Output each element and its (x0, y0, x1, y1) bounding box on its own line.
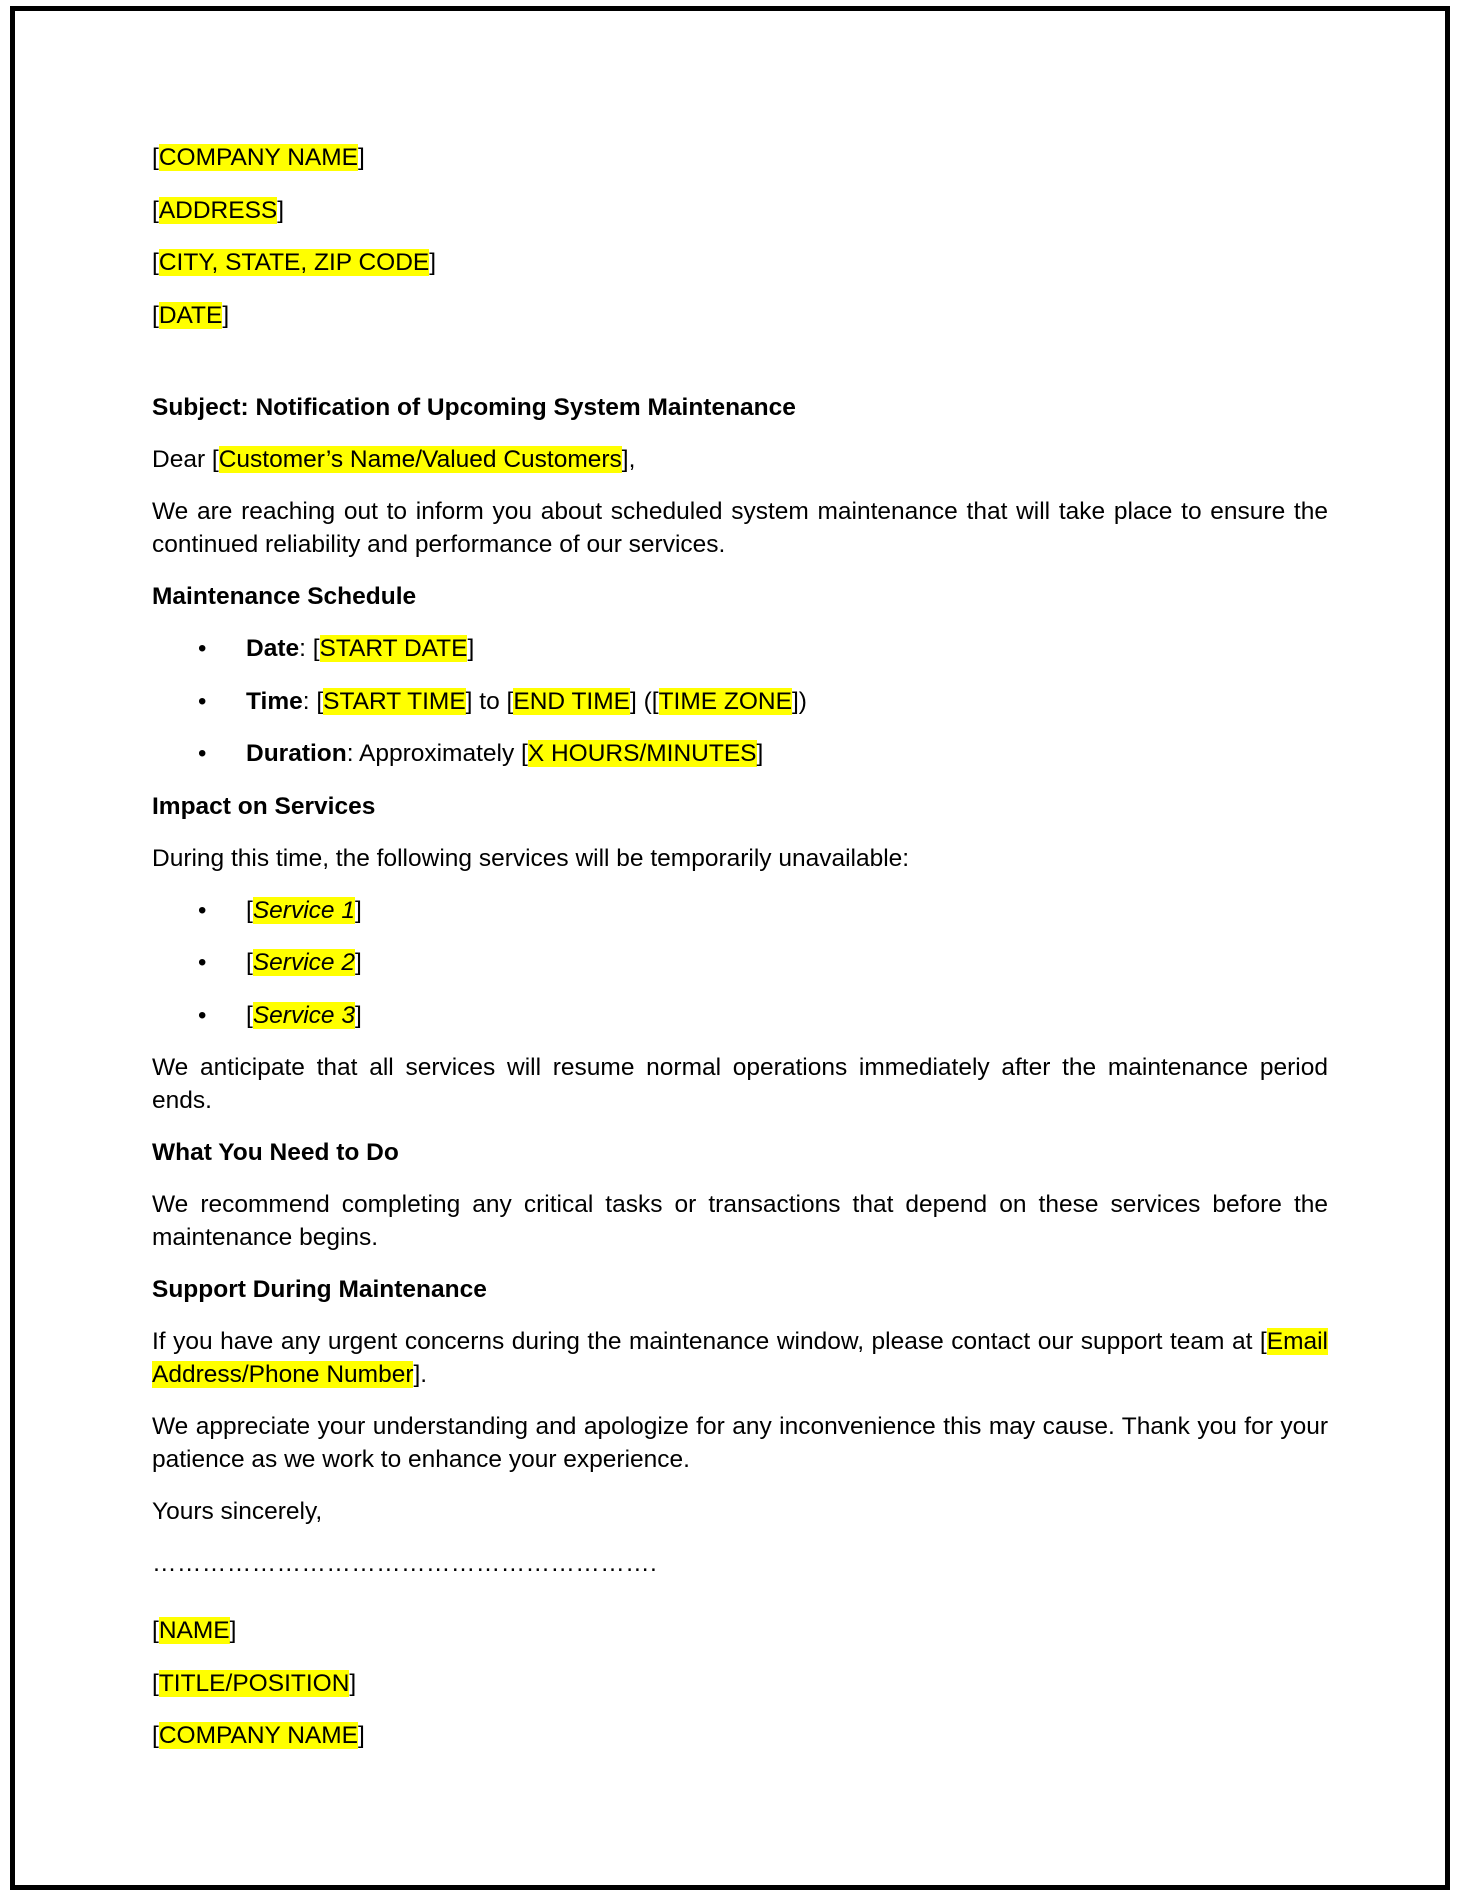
schedule-heading: Maintenance Schedule (152, 583, 417, 610)
end-time-placeholder: END TIME (513, 687, 630, 715)
resume-paragraph: We anticipate that all services will resume normal operations immediately after the maintenance period ends. (152, 1054, 1328, 1114)
bullet-icon: • (198, 635, 207, 662)
service-item: • [Service 1] (152, 894, 1328, 927)
todo-heading: What You Need to Do (152, 1139, 399, 1166)
service-placeholder: Service 1 (252, 896, 355, 924)
schedule-duration-item: • Duration: Approximately [X HOURS/MINUTES] (152, 737, 1328, 770)
address-placeholder: ADDRESS (158, 196, 278, 224)
duration-prefix: Approximately (358, 740, 515, 767)
impact-heading: Impact on Services (152, 792, 376, 820)
spacer (152, 351, 1328, 391)
salutation-suffix: , (628, 446, 636, 473)
support-paragraph: If you have any urgent concerns during the maintenance window, please contact our support team at [Email Address/Phone Number]. (152, 1328, 1328, 1388)
time-zone-placeholder: TIME ZONE (658, 687, 792, 715)
to-word: to (479, 687, 500, 715)
intro-paragraph: We are reaching out to inform you about scheduled system maintenance that will take place to ensure the continued reliability and performance of our services. (152, 498, 1328, 558)
services-list (152, 894, 1328, 1032)
letter-page (10, 6, 1450, 1890)
salutation: Dear [Customer’s Name/Valued Customers], (152, 446, 636, 473)
date-placeholder: DATE (158, 301, 223, 329)
bullet-icon: • (198, 687, 207, 715)
signature-name-line: [NAME] (152, 1617, 237, 1644)
date-line: [DATE] (152, 301, 230, 329)
duration-label: Duration (246, 740, 347, 767)
signature-company-line: [COMPANY NAME] (152, 1722, 365, 1749)
sender-block (152, 141, 1328, 332)
signature-company-placeholder: COMPANY NAME (158, 1722, 359, 1749)
service-item: • [Service 2] (152, 946, 1328, 979)
salutation-prefix: Dear (152, 446, 212, 473)
schedule-date-item: • Date: [START DATE] (152, 632, 1328, 665)
schedule-list (152, 632, 1328, 770)
start-time-placeholder: START TIME (323, 687, 466, 715)
name-placeholder: NAME (158, 1617, 230, 1644)
customer-name-placeholder: Customer’s Name/Valued Customers (218, 446, 622, 473)
support-heading: Support During Maintenance (152, 1276, 487, 1303)
date-label: Date (246, 635, 300, 662)
signature-title-line: [TITLE/POSITION] (152, 1669, 357, 1697)
start-date-placeholder: START DATE (319, 635, 468, 662)
letter-content (152, 141, 1328, 1772)
city-state-zip-placeholder: CITY, STATE, ZIP CODE (158, 249, 430, 276)
support-suffix: . (420, 1361, 428, 1388)
service-item: • [Service 3] (152, 999, 1328, 1032)
time-label: Time (246, 687, 303, 715)
bullet-icon: • (198, 896, 207, 924)
title-placeholder: TITLE/POSITION (158, 1669, 350, 1697)
bullet-icon: • (198, 949, 207, 976)
company-name-placeholder: COMPANY NAME (158, 144, 359, 171)
closing-paragraph: We appreciate your understanding and apologize for any inconvenience this may cause. Thank you for your patience as we work to enhance your experience. (152, 1413, 1328, 1473)
support-body: If you have any urgent concerns during the maintenance window, please contact our support team at (152, 1328, 1253, 1355)
schedule-time-item: • Time: [START TIME] to [END TIME] ([TIME ZONE]) (152, 685, 1328, 718)
company-name-line: [COMPANY NAME] (152, 144, 365, 171)
impact-intro: During this time, the following services will be temporarily unavailable: (152, 844, 910, 872)
duration-placeholder: X HOURS/MINUTES (527, 740, 757, 767)
address-line: [ADDRESS] (152, 196, 285, 224)
bullet-icon: • (198, 1001, 207, 1029)
city-state-zip-line: [CITY, STATE, ZIP CODE] (152, 249, 437, 276)
contact-placeholder: Email Address/Phone Number (152, 1328, 1328, 1388)
subject-line: Subject: Notification of Upcoming System Maintenance (152, 394, 796, 421)
service-placeholder: Service 2 (252, 949, 355, 976)
service-placeholder: Service 3 (252, 1001, 355, 1029)
todo-paragraph: We recommend completing any critical tasks or transactions that depend on these services before the maintenance begins. (152, 1191, 1328, 1251)
bullet-icon: • (198, 740, 207, 767)
sign-off: Yours sincerely, (152, 1498, 323, 1525)
signature-line: ……………………………………………………. (152, 1550, 658, 1577)
signature-block (152, 1614, 1328, 1752)
